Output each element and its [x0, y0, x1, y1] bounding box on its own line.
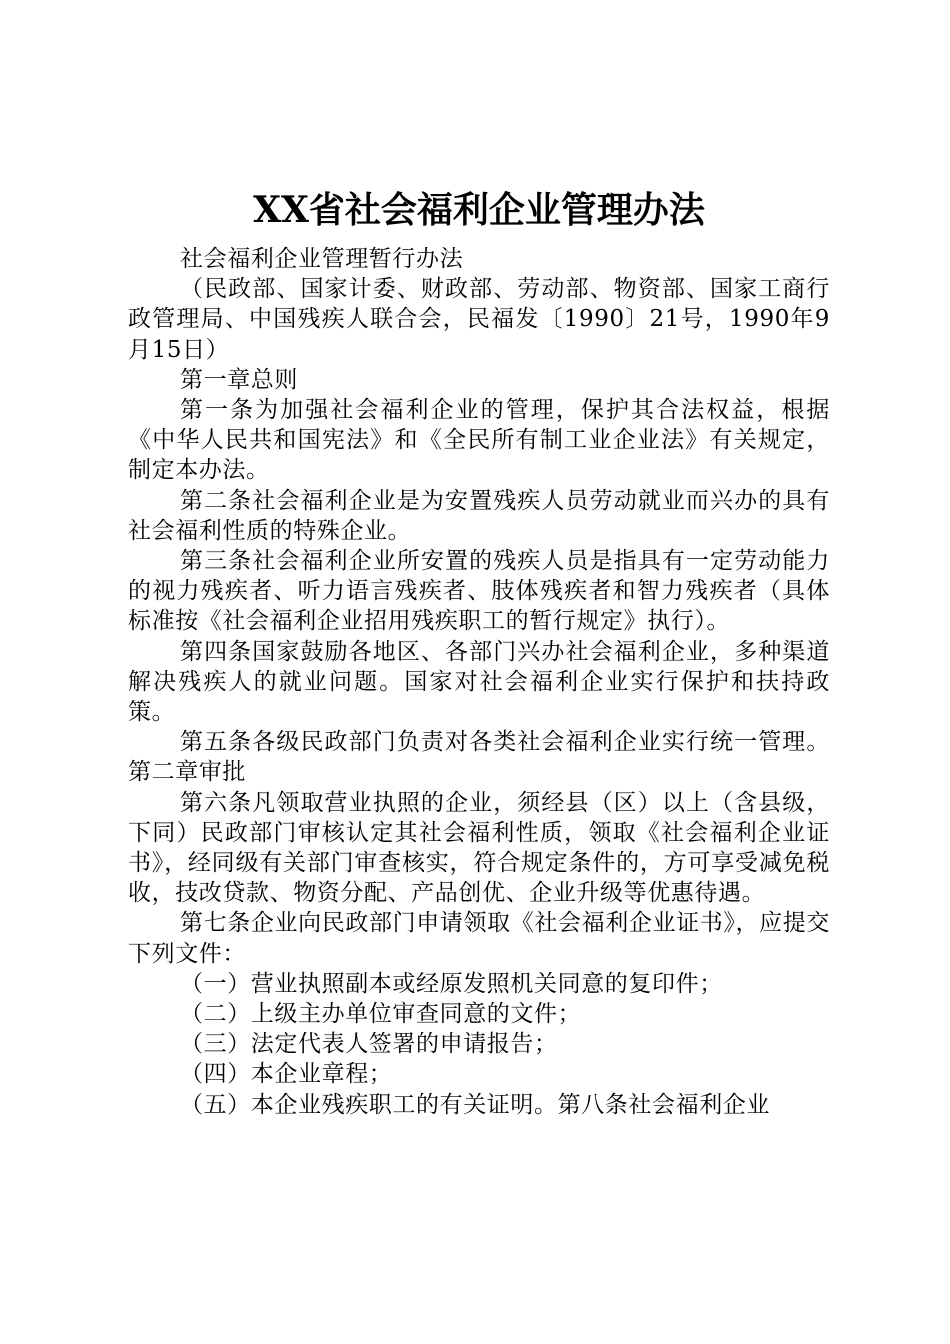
paragraph-article-5: 第五条各级民政部门负责对各类社会福利企业实行统一管理。第二章审批 [128, 729, 830, 786]
list-item-1: （一）营业执照副本或经原发照机关同意的复印件； [180, 970, 723, 997]
paragraph-article-1: 第一条为加强社会福利企业的管理，保护其合法权益，根据《中华人民共和国宪法》和《全民所有制工业企业法》有关规定，制定本办法。 [128, 397, 830, 484]
list-item-2: （二）上级主办单位审查同意的文件； [180, 1001, 582, 1028]
document-title: XX省社会福利企业管理办法 [253, 189, 705, 231]
list-item-5: （五）本企业残疾职工的有关证明。第八条社会福利企业 [180, 1091, 770, 1118]
paragraph-article-7: 第七条企业向民政部门申请领取《社会福利企业证书》，应提交下列文件： [128, 910, 830, 967]
paragraph-article-3: 第三条社会福利企业所安置的残疾人员是指具有一定劳动能力的视力残疾者、听力语言残疾者、肢体残疾者和智力残疾者（具体标准按《社会福利企业招用残疾职工的暂行规定》执行）。 [128, 548, 830, 635]
paragraph-article-2: 第二条社会福利企业是为安置残疾人员劳动就业而兴办的具有社会福利性质的特殊企业。 [128, 487, 830, 544]
paragraph-subtitle: 社会福利企业管理暂行办法 [180, 246, 464, 272]
paragraph-issuing-info: （民政部、国家计委、财政部、劳动部、物资部、国家工商行政管理局、中国残疾人联合会，民福发〔1990〕21号，1990年9月15日） [128, 276, 830, 363]
paragraph-article-4: 第四条国家鼓励各地区、各部门兴办社会福利企业，多种渠道解决残疾人的就业问题。国家对社会福利企业实行保护和扶持政策。 [128, 638, 830, 726]
paragraph-article-6: 第六条凡领取营业执照的企业，须经县（区）以上（含县级，下同）民政部门审核认定其社会福利性质，领取《社会福利企业证书》，经同级有关部门审查核实，符合规定条件的，方可享受减免税收，技改贷款、物资分配、产品创优、企业升级等优惠待遇。 [128, 789, 830, 907]
document-page [128, 186, 830, 1120]
list-item-4: （四）本企业章程； [180, 1061, 393, 1088]
paragraph-chapter-1: 第一章总则 [180, 366, 298, 393]
list-item-3: （三）法定代表人签署的申请报告； [180, 1031, 558, 1058]
